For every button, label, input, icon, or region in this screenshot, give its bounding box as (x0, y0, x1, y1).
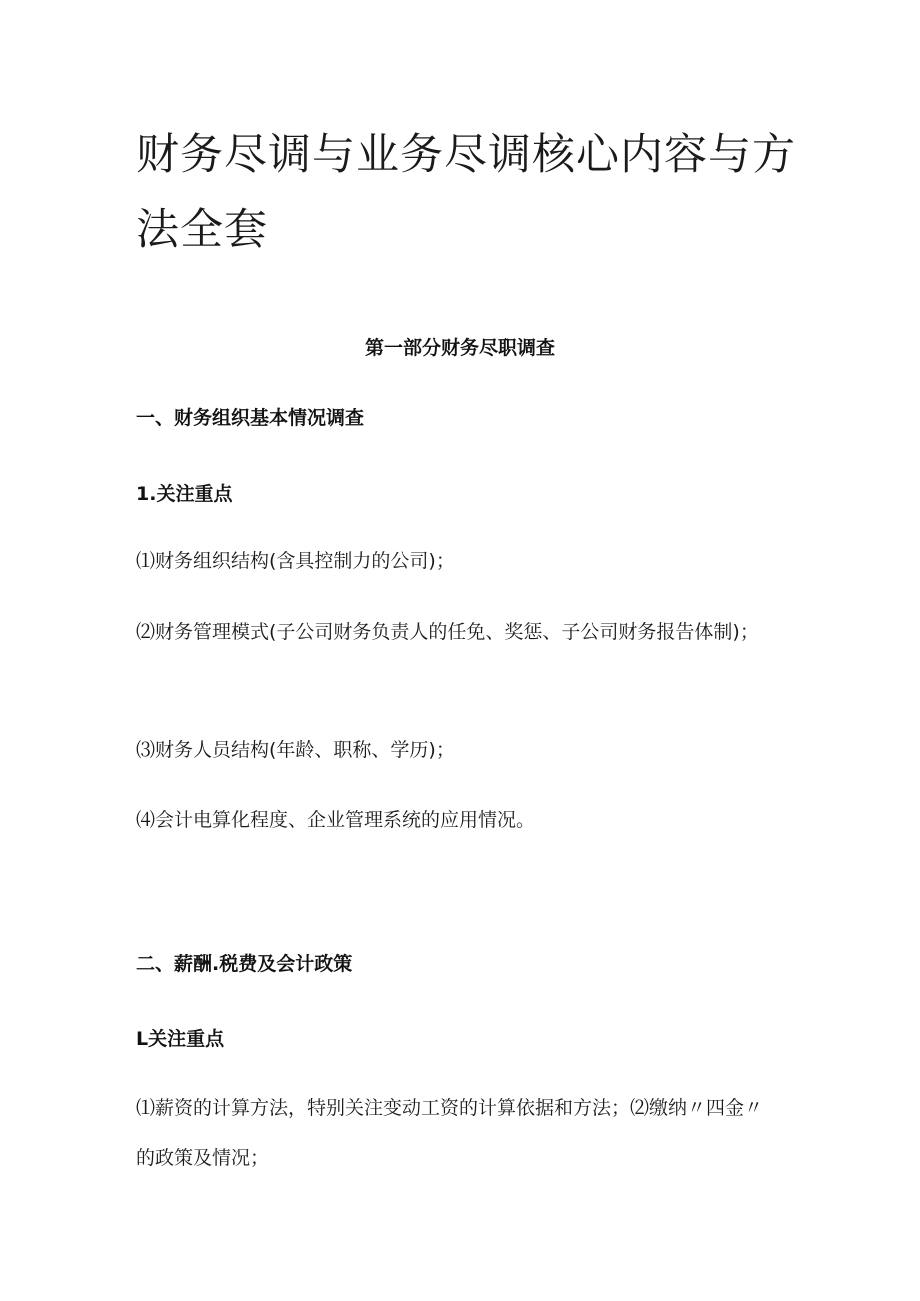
part-heading: 第一部分财务尽职调查 (364, 337, 555, 359)
document-title: 财务尽调与业务尽调核心内容与方法全套 (136, 130, 796, 255)
list-item: ⑴财务组织结构(含具控制力的公司)； (136, 550, 455, 572)
section-heading-1: 一、财务组织基本情况调查 (136, 407, 365, 429)
section-heading-2: 二、薪酬.税费及会计政策 (136, 953, 353, 975)
list-item: ⑵财务管理模式(子公司财务负责人的任免、奖惩、子公司财务报告体制)； (136, 621, 759, 643)
subheading-focus-2: L关注重点 (136, 1028, 225, 1050)
list-item: ⑴薪资的计算方法，特别关注变动工资的计算依据和方法；⑵缴纳〃四金〃的政策及情况； (136, 1097, 764, 1169)
list-item: ⑶财务人员结构(年龄、职称、学历)； (136, 739, 455, 761)
subheading-focus-1: 1.关注重点 (136, 483, 233, 505)
list-item: ⑷会计电算化程度、企业管理系统的应用情况。 (136, 809, 536, 831)
